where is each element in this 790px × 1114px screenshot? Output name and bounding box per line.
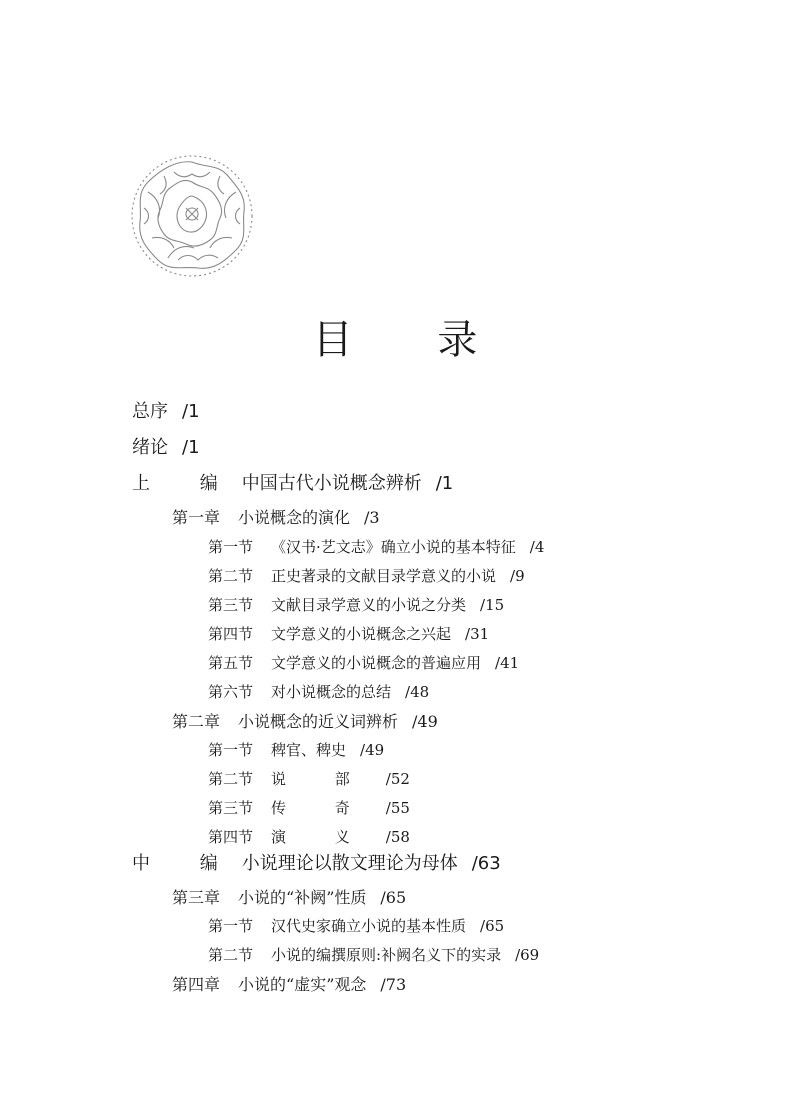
toc-entry-title: 文学意义的小说概念的普遍应用 xyxy=(271,654,482,672)
toc-entry-ch3s2[interactable] xyxy=(208,948,539,963)
toc-entry-label: 第一节 xyxy=(208,917,254,935)
toc-entry-page: /73 xyxy=(380,975,407,994)
toc-entry-ch1s1[interactable] xyxy=(208,540,544,555)
toc-entry-page: /48 xyxy=(405,683,430,701)
toc-entry-ch1s4[interactable] xyxy=(208,627,489,642)
toc-entry-label: 第三章 xyxy=(172,888,221,907)
toc-entry-label: 第二节 xyxy=(208,567,254,585)
toc-entry-ch1s5[interactable] xyxy=(208,656,519,671)
toc-entry-page: /58 xyxy=(385,828,410,846)
toc-entry-ch1s2[interactable] xyxy=(208,569,525,584)
toc-entry-label: 中 编 xyxy=(132,853,240,874)
toc-entry-title: 文献目录学意义的小说之分类 xyxy=(271,596,467,614)
toc-entry-label: 上 编 xyxy=(132,473,240,494)
toc-entry-label: 第一节 xyxy=(208,741,254,759)
toc-entry-ch1[interactable] xyxy=(172,510,380,526)
toc-entry-ch3[interactable] xyxy=(172,890,406,906)
peony-roundel-icon xyxy=(128,152,256,280)
toc-entry-label: 第三节 xyxy=(208,596,254,614)
toc-entry-zhongbian[interactable] xyxy=(132,855,501,873)
toc-entry-page: /41 xyxy=(495,654,520,672)
toc-entry-page: /49 xyxy=(412,712,438,731)
toc-entry-ch2[interactable] xyxy=(172,714,438,730)
toc-entry-label: 第四节 xyxy=(208,828,254,846)
toc-entry-page: /1 xyxy=(182,401,200,422)
toc-entry-ch1s3[interactable] xyxy=(208,598,504,613)
toc-entry-title: 《汉书·艺文志》确立小说的基本特征 xyxy=(271,538,516,556)
toc-entry-label: 第二节 xyxy=(208,770,254,788)
toc-entry-page: /15 xyxy=(480,596,505,614)
toc-entry-label: 第一章 xyxy=(172,508,221,527)
toc-entry-label: 第二章 xyxy=(172,712,221,731)
toc-entry-title: 演 义 xyxy=(271,828,372,846)
toc-entry-page: /4 xyxy=(529,538,545,556)
toc-entry-title: 正史著录的文献目录学意义的小说 xyxy=(271,567,497,585)
toc-entry-page: /52 xyxy=(385,770,410,788)
toc-entry-ch2s4[interactable] xyxy=(208,830,410,845)
toc-entry-page: /1 xyxy=(182,437,200,458)
toc-entry-label: 总序 xyxy=(132,401,168,422)
toc-entry-title: 汉代史家确立小说的基本性质 xyxy=(271,917,467,935)
toc-entry-label: 第一节 xyxy=(208,538,254,556)
toc-entry-page: /63 xyxy=(471,853,501,874)
toc-entry-label: 第四节 xyxy=(208,625,254,643)
toc-entry-page: /65 xyxy=(380,888,407,907)
toc-entry-page: /69 xyxy=(515,946,540,964)
toc-entry-page: /31 xyxy=(465,625,490,643)
toc-entry-ch2s3[interactable] xyxy=(208,801,410,816)
toc-entry-label: 第五节 xyxy=(208,654,254,672)
toc-entry-zongxu[interactable] xyxy=(132,403,200,421)
toc-entry-page: /55 xyxy=(385,799,410,817)
toc-entry-title: 传 奇 xyxy=(271,799,372,817)
toc-entry-title: 小说的“补阙”性质 xyxy=(238,888,367,907)
toc-entry-label: 绪论 xyxy=(132,437,168,458)
toc-entry-title: 中国古代小说概念辨析 xyxy=(241,473,422,494)
toc-entry-ch1s6[interactable] xyxy=(208,685,429,700)
page-title: 目 录 xyxy=(312,317,514,363)
toc-entry-label: 第六节 xyxy=(208,683,254,701)
toc-entry-page: /3 xyxy=(364,508,380,527)
toc-entry-title: 小说概念的演化 xyxy=(238,508,351,527)
toc-entry-title: 稗官、稗史 xyxy=(271,741,347,759)
toc-entry-shangbian[interactable] xyxy=(132,475,453,493)
toc-entry-title: 文学意义的小说概念之兴起 xyxy=(271,625,452,643)
toc-entry-title: 小说的“虚实”观念 xyxy=(238,975,367,994)
toc-entry-title: 对小说概念的总结 xyxy=(271,683,392,701)
toc-entry-page: /1 xyxy=(435,473,454,494)
toc-entry-ch4[interactable] xyxy=(172,977,406,993)
toc-entry-title: 小说的编撰原则:补阙名义下的实录 xyxy=(271,946,502,964)
toc-entry-title: 小说理论以散文理论为母体 xyxy=(241,853,458,874)
toc-entry-ch2s2[interactable] xyxy=(208,772,410,787)
toc-entry-xulun[interactable] xyxy=(132,439,200,457)
toc-entry-label: 第三节 xyxy=(208,799,254,817)
toc-entry-page: /65 xyxy=(480,917,505,935)
toc-entry-label: 第二节 xyxy=(208,946,254,964)
toc-entry-page: /49 xyxy=(360,741,385,759)
toc-entry-label: 第四章 xyxy=(172,975,221,994)
toc-entry-title: 小说概念的近义词辨析 xyxy=(238,712,399,731)
toc-entry-title: 说 部 xyxy=(271,770,372,788)
toc-entry-ch3s1[interactable] xyxy=(208,919,504,934)
toc-entry-ch2s1[interactable] xyxy=(208,743,384,758)
toc-entry-page: /9 xyxy=(510,567,525,585)
